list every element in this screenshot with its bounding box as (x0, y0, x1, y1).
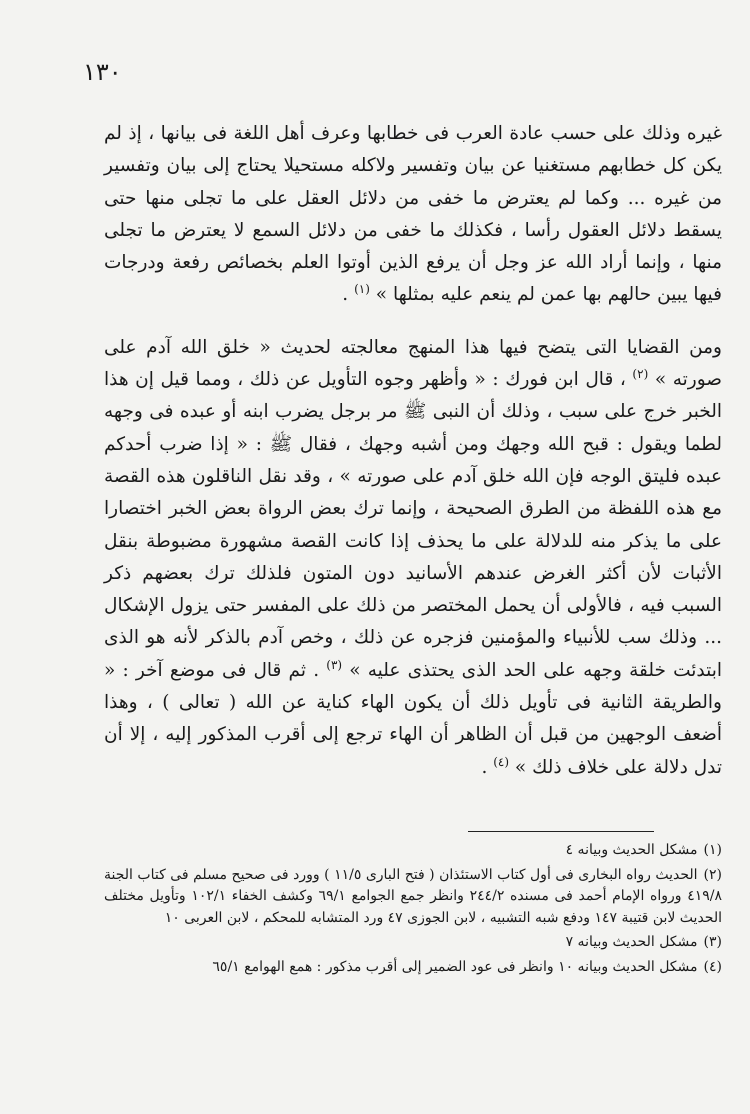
footnote-2 (104, 865, 722, 930)
footnotes (104, 840, 722, 982)
paragraph-2-tail: ، قال ابن فورك : « وأظهر وجوه التأويل عن ذلك ، ومما قيل إن هذا الخبر خرج على سبب ، وذلك أن النبى ﷺ مر برجل يضرب ابنه أو عبده فى وجهه لطما ويقول : قبح الله وجهك ومن أشبه وجهك ، فقال ﷺ : « إذا ضرب أحدكم عبده فليتق الوجه فإن الله خلق آدم على صورته » ، وقد نقل الناقلون هذه القصة مع هذه اللفظة من الطرق الصحيحة ، وإنما ترك بعض الرواة بعض الخبر اختصارا على ما يذكر منه للدلالة على ما يحذف إذا كانت القصة مشهورة مضبوطة بنقل الأثبات لأن أكثر الغرض عندهم الأسانيد دون المتون فلذلك ترك بعضهم ذكر السبب فيه ، فالأولى أن يحمل المختصر من ذلك على المفسر حتى يزول الإشكال ... وذلك سب للأنبياء والمؤمنين فزجره عن ذلك ، وخص آدم بالذكر لأنه هو الذى ابتدئت خلقة وجهه على الحد الذى يحتذى عليه » (104, 369, 722, 681)
paragraph-2-tail-3: . (481, 756, 494, 778)
footnote-ref-1: (١) (354, 282, 370, 297)
footnote-divider (468, 831, 654, 832)
footnote-3 (104, 932, 722, 954)
footnote-3-text: مشكل الحديث وبيانه ٧ (565, 934, 698, 951)
paragraph-2 (104, 332, 722, 784)
footnote-1 (104, 840, 722, 862)
paragraph-1 (104, 118, 722, 312)
paragraph-2-tail-2: . ثم قال فى موضع آخر : « والطريقة الثانية فى تأويل ذلك أن يكون الهاء كناية عن الله ( تعالى ) ، وهذا أضعف الوجهين من قبل أن الظاهر أن الهاء ترجع إلى أقرب المذكور إليه ، إلا أن تدل دلالة على خلاف ذلك » (104, 659, 722, 778)
footnote-1-number: (١) (703, 842, 722, 858)
footnote-3-number: (٣) (703, 934, 722, 951)
page-number: ١٣٠ (83, 58, 122, 86)
footnote-ref-2: (٢) (632, 366, 649, 381)
footnote-4-text: مشكل الحديث وبيانه ١٠ وانظر فى عود الضمير إلى أقرب مذكور : همع الهوامع ٦٥/١ (212, 958, 698, 975)
paragraph-1-tail: . (342, 284, 355, 306)
footnote-4 (104, 957, 722, 979)
paragraph-2-text: ومن القضايا التى يتضح فيها هذا المنهج معالجته لحديث « خلق الله آدم على صورته » (104, 336, 723, 391)
footnote-2-text: الحديث رواه البخارى فى أول كتاب الاستئذان ( فتح البارى ١١/٥ ) وورد فى صحيح مسلم فى كتاب الجنة ٤١٩/٨ ورواه الإمام أحمد فى مسنده ٢٤٤/٢ وانظر جمع الجوامع ٦٩/١ وكشف الخفاء ١٠٢/١ وتأويل مختلف الحديث لابن قتيبة ١٤٧ ودفع شبه التشبيه ، لابن الجوزى ٤٧ ورد المتشابه للمحكم ، لابن العربى ١٠ (104, 866, 722, 926)
paragraph-1-text: غيره وذلك على حسب عادة العرب فى خطابها وعرف أهل اللغة فى بيانها ، إذ لم يكن كل خطابهم مستغنيا عن بيان وتفسير ولاكله مستحيلا يحتاج إلى بيان وتفسير من غيره ... وكما لم يعترض ما خفى من دلائل العقل على ما تجلى منها حتى يسقط دلائل العقول رأسا ، فكذلك ما خفى من دلائل السمع لا يعترض ما تجلى منها ، وإنما أراد الله عز وجل أن يرفع الذين أوتوا العلم بخصائص رفعة ودرجات فيها يبين حالهم بها عمن لم ينعم عليه بمثلها » (104, 123, 722, 306)
footnote-ref-3: (٣) (326, 657, 343, 672)
footnote-4-number: (٤) (703, 958, 722, 975)
footnote-1-text: مشكل الحديث وبيانه ٤ (565, 842, 698, 858)
footnote-2-number: (٢) (703, 866, 722, 883)
footnote-ref-4: (٤) (493, 754, 510, 769)
body-text (104, 118, 722, 784)
